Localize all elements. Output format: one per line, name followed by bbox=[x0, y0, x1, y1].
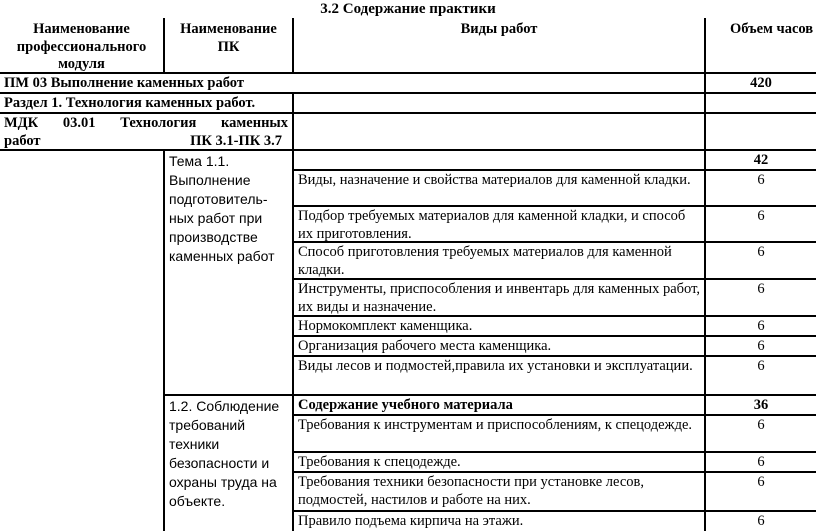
topic-1-1-item: Организация рабочего места каменщика. bbox=[293, 336, 705, 356]
topic-1-2-item-hours: 6 bbox=[705, 511, 816, 531]
mdk-label bbox=[0, 113, 293, 150]
section-label: Раздел 1. Технология каменных работ. bbox=[0, 93, 293, 113]
topic-1-1-item: Виды, назначение и свойства материалов для каменной кладки. bbox=[293, 170, 705, 206]
mdk-works-empty bbox=[293, 113, 705, 150]
practice-content-table bbox=[0, 18, 816, 531]
topic-1-2-item: Требования к спецодежде. bbox=[293, 452, 705, 472]
mdk-line2 bbox=[4, 133, 288, 151]
topic-1-1-item: Инструменты, приспособления и инвентарь для каменных работ, их виды и назначение. bbox=[293, 279, 705, 316]
topic-1-1-item-hours: 6 bbox=[705, 242, 816, 279]
topic-1-1-hours: 42 bbox=[705, 150, 816, 170]
header-hours: Объем часов bbox=[705, 18, 816, 73]
topic-1-2-item-hours: 6 bbox=[705, 452, 816, 472]
topic-1-1-item-hours: 6 bbox=[705, 336, 816, 356]
header-module: Наименование профессионального модуля bbox=[0, 18, 164, 73]
section-hours-empty bbox=[705, 93, 816, 113]
topic-1-1-item-hours: 6 bbox=[705, 279, 816, 316]
topic-1-2-name: 1.2. Соблюдение требований техники безопасности и охраны труда на объекте. bbox=[164, 395, 293, 531]
topic-1-1-header-empty bbox=[293, 150, 705, 170]
topic-1-2-content-label: Содержание учебного материала bbox=[293, 395, 705, 415]
topic-1-1-item: Подбор требуемых материалов для каменной кладки, и способ их приготовления. bbox=[293, 206, 705, 242]
topic-1-1-item-hours: 6 bbox=[705, 170, 816, 206]
topic-1-1-item-hours: 6 bbox=[705, 316, 816, 336]
topic-1-1-item-hours: 6 bbox=[705, 206, 816, 242]
pm-hours: 420 bbox=[705, 73, 816, 93]
topic-1-2-item: Требования техники безопасности при установке лесов, подмостей, настилов и работе на них. bbox=[293, 472, 705, 511]
topic-1-2-item: Требования к инструментам и приспособлениям, к спецодежде. bbox=[293, 415, 705, 452]
section-works-empty bbox=[293, 93, 705, 113]
mdk-line2-left: работ bbox=[4, 132, 41, 149]
topic-1-2-item-hours: 6 bbox=[705, 415, 816, 452]
module-empty-cell bbox=[0, 150, 164, 531]
pm-label: ПМ 03 Выполнение каменных работ bbox=[0, 73, 705, 93]
header-works: Виды работ bbox=[293, 18, 705, 73]
topic-1-1-item: Виды лесов и подмостей,правила их установки и эксплуатации. bbox=[293, 356, 705, 395]
topic-1-2-item: Правило подъема кирпича на этажи. bbox=[293, 511, 705, 531]
topic-1-1-item: Способ приготовления требуемых материалов для каменной кладки. bbox=[293, 242, 705, 279]
topic-1-1-name: Тема 1.1. Выполнение подготовитель-ных работ при производстве каменных работ bbox=[164, 150, 293, 395]
mdk-hours-empty bbox=[705, 113, 816, 150]
topic-1-2-item-hours: 6 bbox=[705, 472, 816, 511]
mdk-line1: МДК 03.01 Технология каменных bbox=[4, 115, 288, 131]
topic-1-1-item: Нормокомплект каменщика. bbox=[293, 316, 705, 336]
topic-1-1-item-hours: 6 bbox=[705, 356, 816, 395]
mdk-pk-range: ПК 3.1-ПК 3.7 bbox=[190, 132, 282, 149]
page-title: 3.2 Содержание практики bbox=[320, 1, 496, 17]
header-pk: Наименование ПК bbox=[164, 18, 293, 73]
topic-1-2-hours: 36 bbox=[705, 395, 816, 415]
